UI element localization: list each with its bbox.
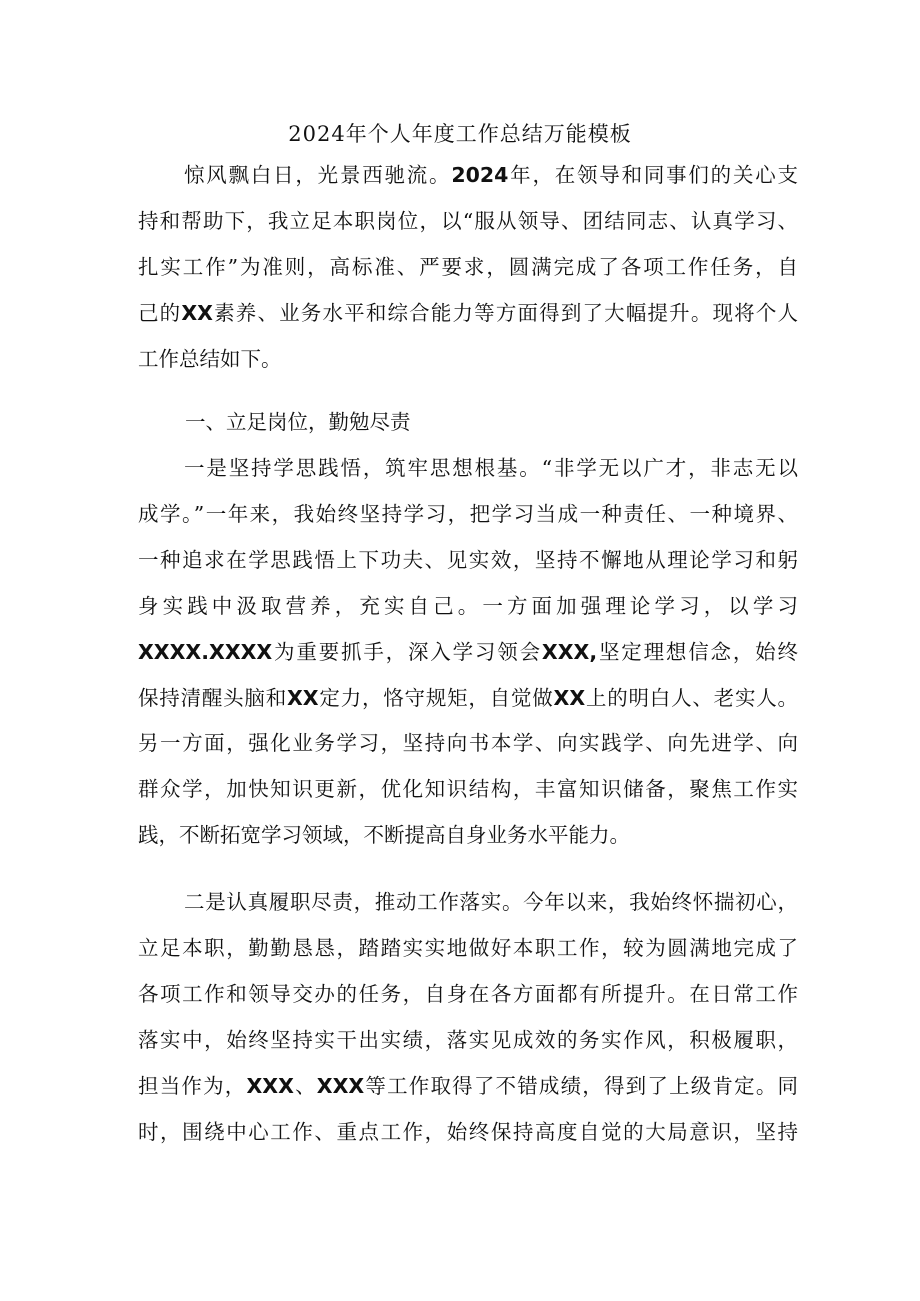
intro-line-1: 惊风飘白日，光景西驰流。2024年，在领导和同事们的关心支 (184, 163, 799, 187)
section-heading: 一、立足岗位，勤勉尽责 (185, 410, 411, 434)
para1-line-6: 保持清醒头脑和XX定力，恪守规矩，自觉做XX上的明白人、老实人。 (138, 685, 799, 710)
document-title: 2024年个人年度工作总结万能模板 (288, 122, 632, 146)
intro-line-4: 己的XX素养、业务水平和综合能力等方面得到了大幅提升。现将个人 (138, 300, 799, 325)
para2-line-2: 立足本职，勤勤恳恳，踏踏实实地做好本职工作，较为圆满地完成了 (138, 935, 798, 960)
para2-line-6: 时，围绕中心工作、重点工作，始终保持高度自觉的大局意识，坚持 (138, 1119, 798, 1144)
para2-line-4: 落实中，始终坚持实干出实绩，落实见成效的务实作风，积极履职， (138, 1027, 798, 1052)
para1-line-4: 身实践中汲取营养，充实自己。一方面加强理论学习，以学习 (138, 593, 798, 618)
intro-line-5: 工作总结如下。 (138, 346, 282, 371)
para1-line-2: 成学。”一年来，我始终坚持学习，把学习当成一种责任、一种境界、 (138, 501, 798, 526)
para2-line-1: 二是认真履职尽责，推动工作落实。今年以来，我始终怀揣初心， (184, 890, 798, 914)
para2-line-3: 各项工作和领导交办的任务，自身在各方面都有所提升。在日常工作 (138, 981, 798, 1006)
para1-line-5: XXXX.XXXX为重要抓手，深入学习领会XXX,坚定理想信念，始终 (138, 639, 799, 664)
paragraph-1 (138, 446, 798, 859)
intro-line-2: 持和帮助下，我立足本职岗位，以“服从领导、团结同志、认真学习、 (138, 208, 798, 233)
intro-paragraph (138, 153, 798, 383)
para1-line-1: 一是坚持学思践悟，筑牢思想根基。“非学无以广才，非志无以 (184, 456, 798, 480)
para1-line-8: 群众学，加快知识更新，优化知识结构，丰富知识储备，聚焦工作实 (138, 777, 798, 802)
para1-line-3: 一种追求在学思践悟上下功夫、见实效，坚持不懈地从理论学习和躬 (138, 547, 798, 572)
paragraph-2 (138, 880, 798, 1155)
intro-line-3: 扎实工作”为准则，高标准、严要求，圆满完成了各项工作任务，自 (138, 254, 798, 279)
para2-line-5: 担当作为，XXX、XXX等工作取得了不错成绩，得到了上级肯定。同 (138, 1073, 799, 1098)
para1-line-9: 践，不断拓宽学习领域，不断提高自身业务水平能力。 (138, 823, 630, 848)
para1-line-7: 另一方面，强化业务学习，坚持向书本学、向实践学、向先进学、向 (138, 731, 798, 756)
